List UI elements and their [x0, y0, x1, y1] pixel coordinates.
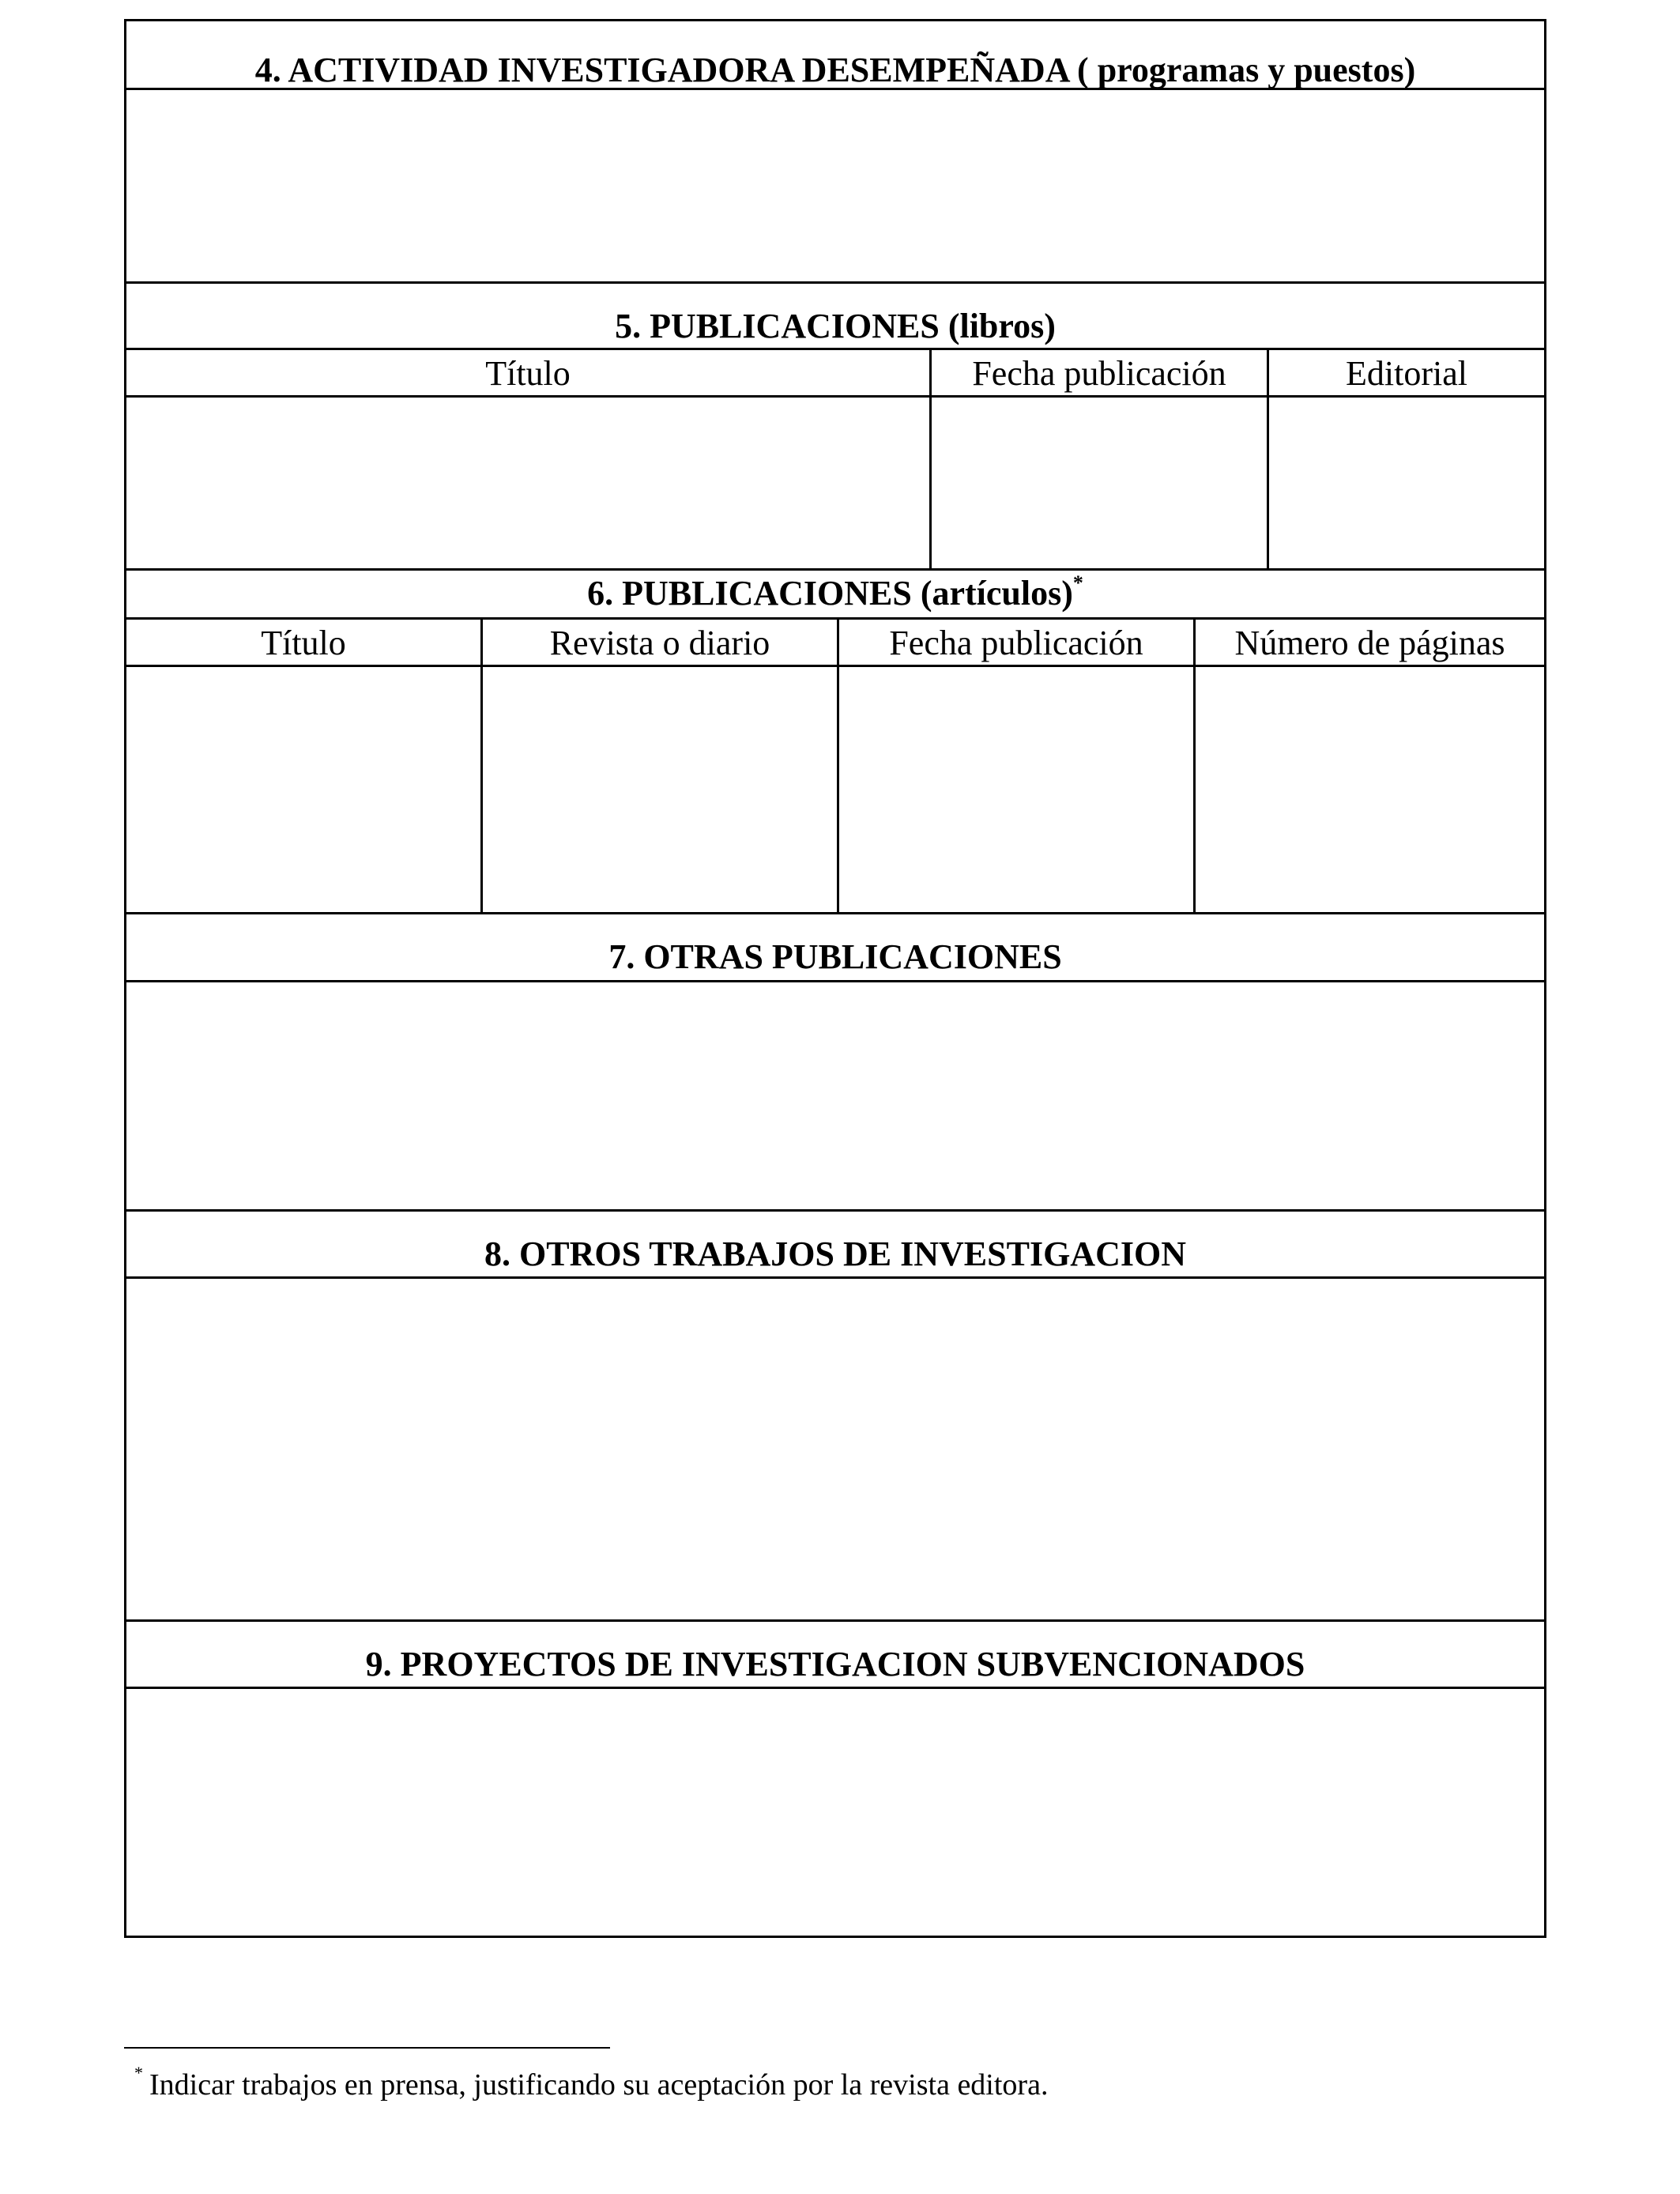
divider	[126, 1209, 1544, 1212]
divider	[126, 1619, 1544, 1622]
articles-title-cell[interactable]	[126, 667, 480, 912]
section-4-title: 4. ACTIVIDAD INVESTIGADORA DESEMPEÑADA ( programas y puestos)	[254, 51, 1416, 89]
divider	[126, 348, 1544, 350]
divider	[126, 568, 1544, 571]
divider	[126, 617, 1544, 620]
section-6-title	[126, 571, 1544, 613]
books-publisher-cell[interactable]	[1269, 398, 1544, 568]
section-9-title: 9. PROYECTOS DE INVESTIGACION SUBVENCIONADOS	[365, 1645, 1305, 1683]
section-7-title: 7. OTRAS PUBLICACIONES	[608, 937, 1062, 976]
articles-date-cell[interactable]	[839, 667, 1193, 912]
section-9-entry-area[interactable]	[126, 1689, 1544, 1936]
books-title-cell[interactable]	[126, 398, 929, 568]
section-7-entry-area[interactable]	[126, 982, 1544, 1208]
articles-col-pages: Número de páginas	[1234, 624, 1505, 662]
articles-pages-cell[interactable]	[1196, 667, 1544, 912]
footnote-text: Indicar trabajos en prensa, justificando su aceptación por la revista editora.	[149, 2068, 1049, 2102]
research-activity-form	[124, 19, 1546, 1938]
articles-col-date: Fecha publicación	[889, 624, 1143, 662]
books-col-title: Título	[485, 354, 571, 393]
section-5-title: 5. PUBLICACIONES (libros)	[615, 307, 1056, 345]
section-8-entry-area[interactable]	[126, 1279, 1544, 1619]
articles-col-journal: Revista o diario	[549, 624, 770, 662]
articles-col-title: Título	[261, 624, 346, 662]
footnote-separator	[124, 2047, 610, 2049]
footnote	[134, 2063, 1049, 2104]
divider	[126, 912, 1544, 914]
divider	[126, 281, 1544, 284]
footnote-marker: *	[134, 2063, 143, 2083]
section-8-title: 8. OTROS TRABAJOS DE INVESTIGACION	[484, 1235, 1186, 1273]
books-col-date: Fecha publicación	[972, 354, 1226, 393]
section-4-entry-area[interactable]	[126, 90, 1544, 280]
articles-journal-cell[interactable]	[483, 667, 837, 912]
books-date-cell[interactable]	[932, 398, 1267, 568]
books-col-publisher: Editorial	[1346, 354, 1467, 393]
section-6-title-text: 6. PUBLICACIONES (artículos)	[587, 574, 1073, 613]
footnote-marker: *	[1072, 571, 1083, 594]
